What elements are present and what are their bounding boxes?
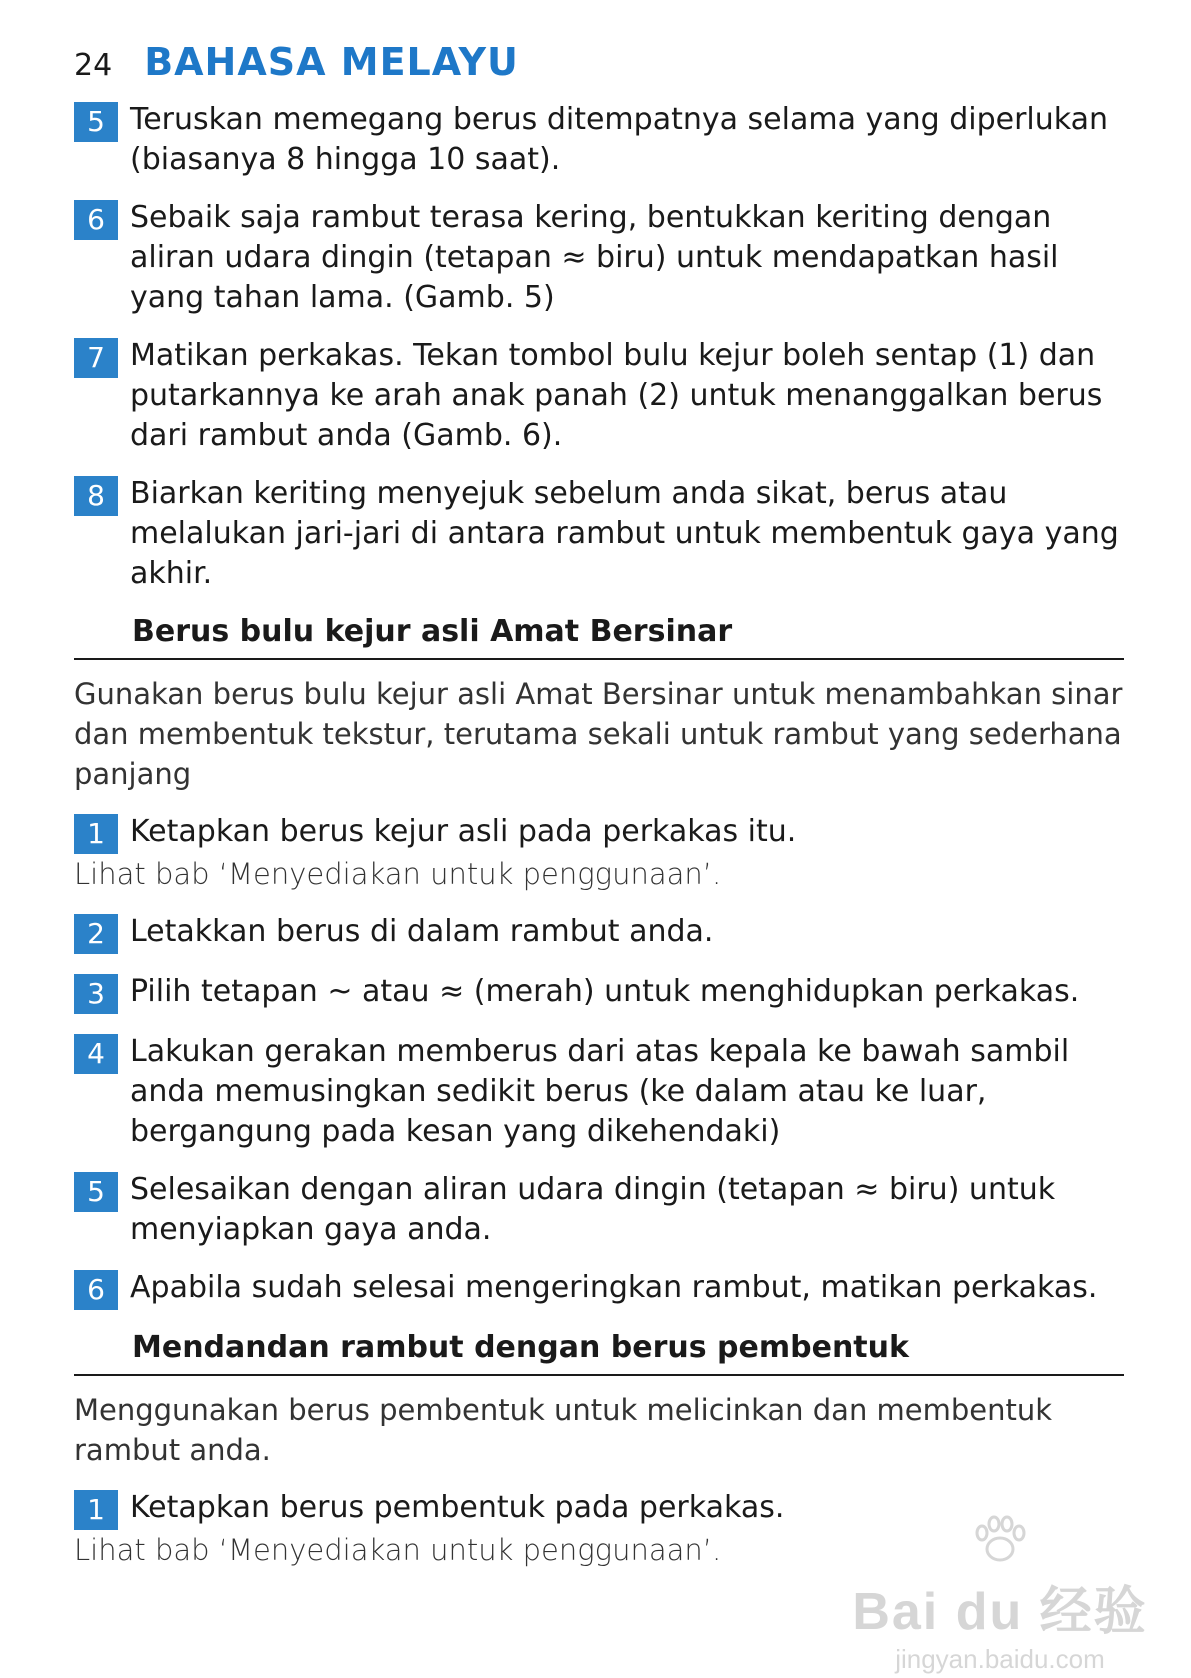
step-number: 7	[74, 338, 118, 378]
paw-icon	[970, 1515, 1030, 1565]
watermark-url: jingyan.baidu.com	[895, 1644, 1105, 1674]
section-intro: Gunakan berus bulu kejur asli Amat Bersinar untuk menambahkan sinar dan membentuk tekstur, terutama sekali untuk rambut yang sederhana panjang	[74, 677, 1123, 791]
step-item	[74, 474, 1124, 594]
step-item	[74, 336, 1124, 456]
step-item	[74, 1268, 1124, 1310]
step-text: Teruskan memegang berus ditempatnya selama yang diperlukan (biasanya 8 hingga 10 saat).	[130, 102, 1109, 177]
language-title: BAHASA MELAYU	[144, 40, 519, 84]
step-number: 6	[74, 200, 118, 240]
manual-page	[74, 40, 1124, 1588]
step-number: 4	[74, 1034, 118, 1074]
step-text: Apabila sudah selesai mengeringkan rambut, matikan perkakas.	[130, 1270, 1098, 1305]
step-text: Selesaikan dengan aliran udara dingin (tetapan ≈ biru) untuk menyiapkan gaya anda.	[130, 1172, 1056, 1247]
step-text: Letakkan berus di dalam rambut anda.	[130, 914, 714, 949]
step-text: Ketapkan berus pembentuk pada perkakas.	[130, 1490, 785, 1525]
step-item	[74, 198, 1124, 318]
step-number: 6	[74, 1270, 118, 1310]
step-item	[74, 972, 1124, 1014]
section-heading-shine-brush: Berus bulu kejur asli Amat Bersinar	[74, 612, 1124, 660]
section-heading-styling-brush: Mendandan rambut dengan berus pembentuk	[74, 1328, 1124, 1376]
baidu-watermark	[850, 1515, 1150, 1674]
step-note: Lihat bab ‘Menyediakan untuk penggunaan’.	[74, 857, 722, 891]
step-item	[74, 100, 1124, 180]
step-number: 1	[74, 1490, 118, 1530]
page-header	[74, 40, 1124, 100]
step-item	[74, 912, 1124, 954]
step-number: 2	[74, 914, 118, 954]
step-text: Matikan perkakas. Tekan tombol bulu kejur boleh sentap (1) dan putarkannya ke arah anak panah (2) untuk menanggalkan berus dari rambut anda (Gamb. 6).	[130, 338, 1103, 453]
step-text: Sebaik saja rambut terasa kering, bentukkan keriting dengan aliran udara dingin (tetapan ≈ biru) untuk mendapatkan hasil yang tahan lama. (Gamb. 5)	[130, 200, 1059, 315]
step-number: 5	[74, 1172, 118, 1212]
step-text: Biarkan keriting menyejuk sebelum anda sikat, berus atau melalukan jari-jari di antara rambut untuk membentuk gaya yang akhir.	[130, 476, 1119, 591]
step-note: Lihat bab ‘Menyediakan untuk penggunaan’.	[74, 1533, 722, 1567]
step-number: 5	[74, 102, 118, 142]
step-number: 1	[74, 814, 118, 854]
step-number: 3	[74, 974, 118, 1014]
step-item	[74, 1032, 1124, 1152]
page-number: 24	[74, 48, 113, 83]
step-text: Ketapkan berus kejur asli pada perkakas itu.	[130, 814, 797, 849]
step-number: 8	[74, 476, 118, 516]
section-intro: Menggunakan berus pembentuk untuk melicinkan dan membentuk rambut anda.	[74, 1393, 1053, 1467]
step-item	[74, 812, 1124, 854]
step-item	[74, 1170, 1124, 1250]
step-text: Lakukan gerakan memberus dari atas kepala ke bawah sambil anda memusingkan sedikit berus (ke dalam atau ke luar, bergangung pada kesan yang dikehendaki)	[130, 1034, 1070, 1149]
watermark-logo-text: Bai du 经验	[852, 1583, 1148, 1641]
step-text: Pilih tetapan ~ atau ≈ (merah) untuk menghidupkan perkakas.	[130, 974, 1080, 1009]
